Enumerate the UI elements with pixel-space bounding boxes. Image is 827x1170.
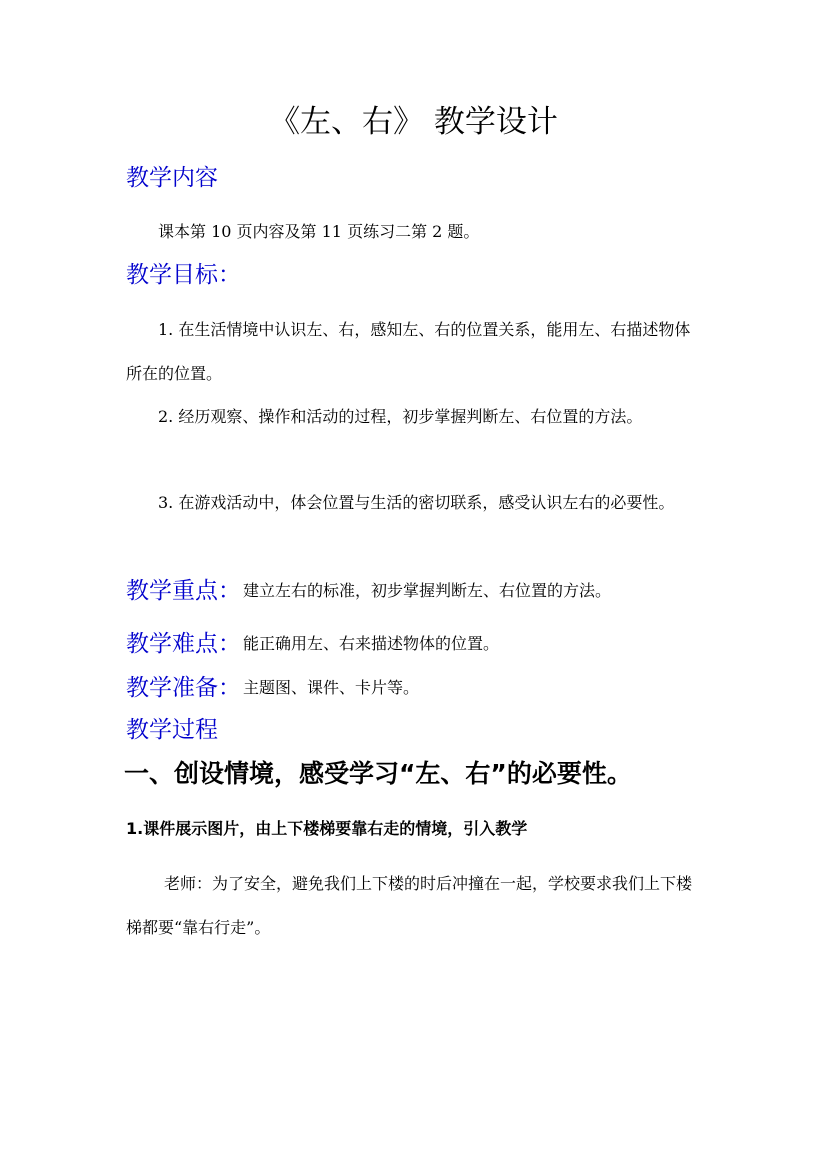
section-1-subtitle: 1.课件展示图片，由上下楼梯要靠右走的情境，引入教学 <box>126 819 528 838</box>
goal-item-2: 2. 经历观察、操作和活动的过程，初步掌握判断左、右位置的方法。 <box>158 407 643 426</box>
content-heading: 教学内容 <box>126 165 218 191</box>
key-points-body: 建立左右的标准，初步掌握判断左、右位置的方法。 <box>243 581 612 600</box>
key-points-row <box>126 575 611 607</box>
preparation-heading: 教学准备： <box>126 675 241 701</box>
goals-heading: 教学目标： <box>126 262 241 288</box>
section-1-title: 一、创设情境，感受学习“左、右”的必要性。 <box>124 759 632 788</box>
goal-item-3: 3. 在游戏活动中，体会位置与生活的密切联系，感受认识左右的必要性。 <box>158 493 675 512</box>
difficulty-row <box>126 628 499 660</box>
content-body: 课本第 10 页内容及第 11 页练习二第 2 题。 <box>158 222 480 241</box>
difficulty-heading: 教学难点： <box>126 631 241 657</box>
difficulty-body: 能正确用左、右来描述物体的位置。 <box>243 634 500 653</box>
preparation-row <box>126 672 419 704</box>
goal-item-1: 1. 在生活情境中认识左、右，感知左、右的位置关系，能用左、右描述物体所在的位置。 <box>126 320 691 383</box>
document-title: 《左、右》 教学设计 <box>269 104 558 140</box>
section-1-body: 老师：为了安全，避免我们上下楼的时后冲撞在一起，学校要求我们上下楼梯都要“靠右行走”。 <box>126 874 693 937</box>
process-heading: 教学过程 <box>126 717 218 743</box>
preparation-body: 主题图、课件、卡片等。 <box>243 678 420 697</box>
key-points-heading: 教学重点： <box>126 578 241 604</box>
